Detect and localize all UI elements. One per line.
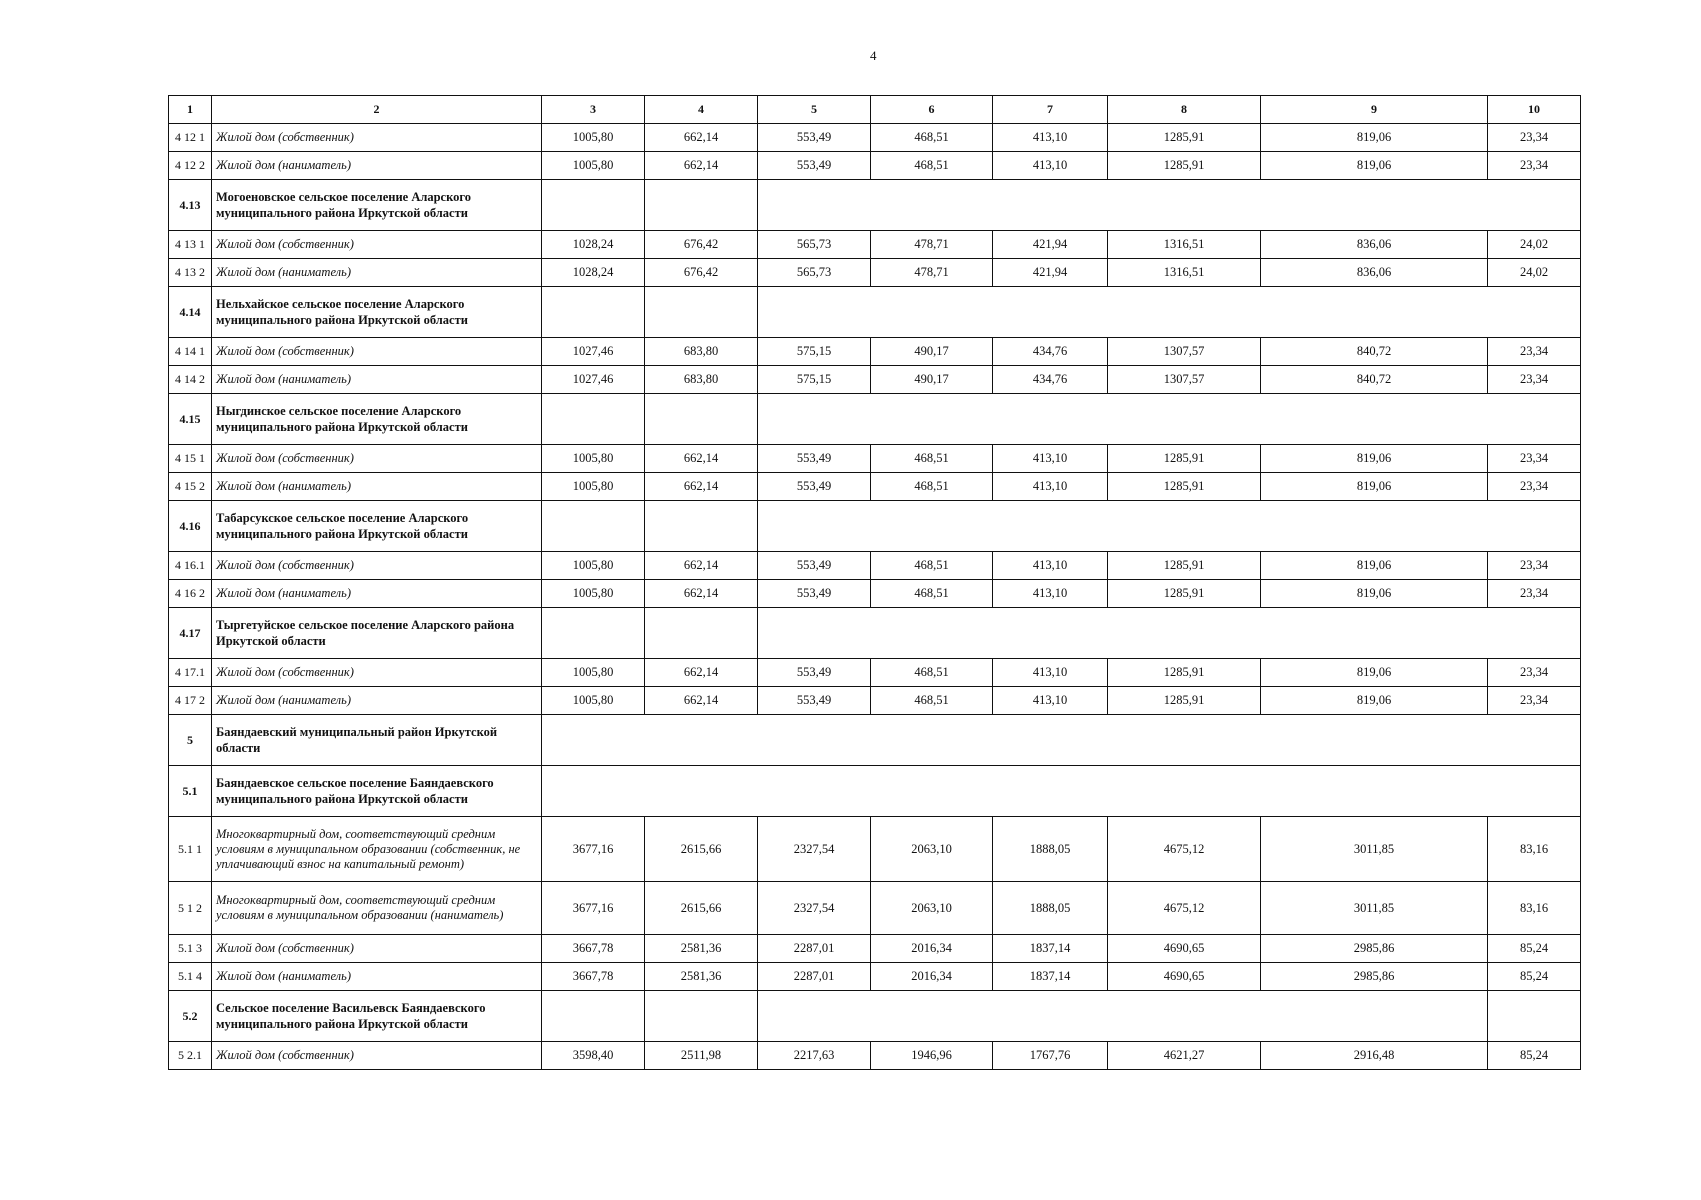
empty-cell — [1488, 991, 1581, 1042]
value-cell: 819,06 — [1261, 580, 1488, 608]
section-title: Баяндаевский муниципальный район Иркутской области — [212, 715, 542, 766]
value-cell: 1285,91 — [1108, 687, 1261, 715]
value-cell: 662,14 — [645, 124, 758, 152]
value-cell: 662,14 — [645, 659, 758, 687]
value-cell: 24,02 — [1488, 231, 1581, 259]
value-cell: 85,24 — [1488, 1042, 1581, 1070]
table-row — [169, 963, 1581, 991]
value-cell: 2985,86 — [1261, 935, 1488, 963]
value-cell: 1307,57 — [1108, 338, 1261, 366]
empty-cell — [645, 287, 758, 338]
row-label: Жилой дом (собственник) — [212, 935, 542, 963]
value-cell: 1316,51 — [1108, 259, 1261, 287]
value-cell: 468,51 — [871, 124, 993, 152]
value-cell: 413,10 — [993, 473, 1108, 501]
section-row — [169, 287, 1581, 338]
value-cell: 468,51 — [871, 580, 993, 608]
row-label: Жилой дом (собственник) — [212, 1042, 542, 1070]
value-cell: 1946,96 — [871, 1042, 993, 1070]
row-label: Многоквартирный дом, соответствующий средним условиям в муниципальном образовании (собственник, не уплачивающий взнос на капитальный ремонт) — [212, 817, 542, 882]
value-cell: 490,17 — [871, 338, 993, 366]
value-cell: 23,34 — [1488, 687, 1581, 715]
value-cell: 1027,46 — [542, 338, 645, 366]
value-cell: 1005,80 — [542, 659, 645, 687]
value-cell: 2063,10 — [871, 817, 993, 882]
value-cell: 1005,80 — [542, 124, 645, 152]
row-index: 4 13 2 — [169, 259, 212, 287]
value-cell: 1837,14 — [993, 963, 1108, 991]
value-cell: 413,10 — [993, 552, 1108, 580]
value-cell: 4690,65 — [1108, 935, 1261, 963]
value-cell: 2327,54 — [758, 817, 871, 882]
row-index: 4 15 2 — [169, 473, 212, 501]
value-cell: 1005,80 — [542, 687, 645, 715]
section-row — [169, 766, 1581, 817]
value-cell: 2016,34 — [871, 963, 993, 991]
value-cell: 553,49 — [758, 580, 871, 608]
value-cell: 1005,80 — [542, 552, 645, 580]
row-index: 4 16.1 — [169, 552, 212, 580]
header-cell: 7 — [993, 96, 1108, 124]
value-cell: 421,94 — [993, 259, 1108, 287]
value-cell: 2615,66 — [645, 882, 758, 935]
value-cell: 468,51 — [871, 473, 993, 501]
row-index: 5.1 1 — [169, 817, 212, 882]
row-label: Жилой дом (наниматель) — [212, 473, 542, 501]
table-row — [169, 366, 1581, 394]
table-row — [169, 817, 1581, 882]
value-cell: 2985,86 — [1261, 963, 1488, 991]
value-cell: 1888,05 — [993, 882, 1108, 935]
row-label: Жилой дом (собственник) — [212, 445, 542, 473]
value-cell: 1028,24 — [542, 231, 645, 259]
table-row — [169, 259, 1581, 287]
value-cell: 478,71 — [871, 259, 993, 287]
value-cell: 23,34 — [1488, 445, 1581, 473]
header-cell: 4 — [645, 96, 758, 124]
value-cell: 2327,54 — [758, 882, 871, 935]
empty-cell — [645, 394, 758, 445]
value-cell: 2287,01 — [758, 935, 871, 963]
header-cell: 5 — [758, 96, 871, 124]
empty-cell — [758, 180, 1581, 231]
value-cell: 1285,91 — [1108, 124, 1261, 152]
empty-cell — [542, 180, 645, 231]
section-row — [169, 501, 1581, 552]
value-cell: 490,17 — [871, 366, 993, 394]
section-index: 4.15 — [169, 394, 212, 445]
empty-cell — [645, 180, 758, 231]
table-row — [169, 687, 1581, 715]
row-label: Жилой дом (собственник) — [212, 338, 542, 366]
value-cell: 85,24 — [1488, 963, 1581, 991]
section-title: Тыргетуйское сельское поселение Аларского района Иркутской области — [212, 608, 542, 659]
empty-cell — [542, 991, 645, 1042]
value-cell: 662,14 — [645, 580, 758, 608]
value-cell: 468,51 — [871, 552, 993, 580]
section-index: 5.2 — [169, 991, 212, 1042]
row-index: 4 15 1 — [169, 445, 212, 473]
header-row — [169, 96, 1581, 124]
empty-cell — [542, 394, 645, 445]
empty-cell — [542, 501, 645, 552]
value-cell: 2581,36 — [645, 935, 758, 963]
value-cell: 1005,80 — [542, 580, 645, 608]
value-cell: 553,49 — [758, 473, 871, 501]
empty-cell — [758, 501, 1581, 552]
section-row — [169, 394, 1581, 445]
value-cell: 662,14 — [645, 552, 758, 580]
value-cell: 23,34 — [1488, 124, 1581, 152]
row-index: 4 12 1 — [169, 124, 212, 152]
row-label: Жилой дом (собственник) — [212, 231, 542, 259]
section-row — [169, 715, 1581, 766]
value-cell: 3667,78 — [542, 963, 645, 991]
value-cell: 819,06 — [1261, 445, 1488, 473]
value-cell: 662,14 — [645, 445, 758, 473]
row-label: Многоквартирный дом, соответствующий средним условиям в муниципальном образовании (наниматель) — [212, 882, 542, 935]
value-cell: 840,72 — [1261, 366, 1488, 394]
row-index: 5 1 2 — [169, 882, 212, 935]
section-title: Сельское поселение Васильевск Баяндаевского муниципального района Иркутской области — [212, 991, 542, 1042]
value-cell: 565,73 — [758, 231, 871, 259]
value-cell: 3677,16 — [542, 817, 645, 882]
value-cell: 413,10 — [993, 152, 1108, 180]
value-cell: 4621,27 — [1108, 1042, 1261, 1070]
value-cell: 836,06 — [1261, 259, 1488, 287]
value-cell: 553,49 — [758, 687, 871, 715]
value-cell: 662,14 — [645, 473, 758, 501]
row-index: 4 14 2 — [169, 366, 212, 394]
empty-cell — [758, 991, 1488, 1042]
value-cell: 23,34 — [1488, 152, 1581, 180]
value-cell: 2615,66 — [645, 817, 758, 882]
empty-cell — [542, 766, 1581, 817]
value-cell: 23,34 — [1488, 580, 1581, 608]
value-cell: 553,49 — [758, 445, 871, 473]
table-row — [169, 473, 1581, 501]
value-cell: 1285,91 — [1108, 552, 1261, 580]
value-cell: 468,51 — [871, 687, 993, 715]
table-row — [169, 338, 1581, 366]
section-index: 5 — [169, 715, 212, 766]
value-cell: 553,49 — [758, 124, 871, 152]
value-cell: 553,49 — [758, 552, 871, 580]
value-cell: 575,15 — [758, 338, 871, 366]
value-cell: 575,15 — [758, 366, 871, 394]
value-cell: 2511,98 — [645, 1042, 758, 1070]
row-label: Жилой дом (собственник) — [212, 659, 542, 687]
value-cell: 819,06 — [1261, 152, 1488, 180]
table-row — [169, 580, 1581, 608]
value-cell: 819,06 — [1261, 473, 1488, 501]
section-row — [169, 608, 1581, 659]
section-row — [169, 991, 1581, 1042]
value-cell: 1005,80 — [542, 445, 645, 473]
row-index: 4 13 1 — [169, 231, 212, 259]
value-cell: 3667,78 — [542, 935, 645, 963]
value-cell: 2916,48 — [1261, 1042, 1488, 1070]
value-cell: 662,14 — [645, 687, 758, 715]
table-row — [169, 124, 1581, 152]
value-cell: 676,42 — [645, 259, 758, 287]
section-title: Ныгдинское сельское поселение Аларского муниципального района Иркутской области — [212, 394, 542, 445]
value-cell: 2217,63 — [758, 1042, 871, 1070]
table-row — [169, 659, 1581, 687]
header-cell: 6 — [871, 96, 993, 124]
value-cell: 3011,85 — [1261, 817, 1488, 882]
table-row — [169, 552, 1581, 580]
table-row — [169, 935, 1581, 963]
empty-cell — [758, 608, 1581, 659]
row-label: Жилой дом (наниматель) — [212, 687, 542, 715]
row-index: 4 12 2 — [169, 152, 212, 180]
value-cell: 24,02 — [1488, 259, 1581, 287]
header-cell: 10 — [1488, 96, 1581, 124]
value-cell: 1285,91 — [1108, 580, 1261, 608]
row-index: 5.1 3 — [169, 935, 212, 963]
section-title: Нельхайское сельское поселение Аларского муниципального района Иркутской области — [212, 287, 542, 338]
empty-cell — [645, 501, 758, 552]
header-cell: 2 — [212, 96, 542, 124]
value-cell: 553,49 — [758, 152, 871, 180]
value-cell: 468,51 — [871, 445, 993, 473]
value-cell: 413,10 — [993, 124, 1108, 152]
value-cell: 565,73 — [758, 259, 871, 287]
page-number: 4 — [870, 48, 877, 63]
table-row — [169, 152, 1581, 180]
value-cell: 840,72 — [1261, 338, 1488, 366]
value-cell: 819,06 — [1261, 124, 1488, 152]
value-cell: 3598,40 — [542, 1042, 645, 1070]
header-cell: 8 — [1108, 96, 1261, 124]
empty-cell — [542, 608, 645, 659]
value-cell: 413,10 — [993, 580, 1108, 608]
value-cell: 3677,16 — [542, 882, 645, 935]
value-cell: 468,51 — [871, 152, 993, 180]
value-cell: 1285,91 — [1108, 445, 1261, 473]
empty-cell — [542, 715, 1581, 766]
value-cell: 1285,91 — [1108, 473, 1261, 501]
row-index: 4 14 1 — [169, 338, 212, 366]
section-index: 4.17 — [169, 608, 212, 659]
value-cell: 3011,85 — [1261, 882, 1488, 935]
row-label: Жилой дом (наниматель) — [212, 963, 542, 991]
row-label: Жилой дом (собственник) — [212, 124, 542, 152]
value-cell: 413,10 — [993, 659, 1108, 687]
value-cell: 23,34 — [1488, 338, 1581, 366]
value-cell: 4675,12 — [1108, 882, 1261, 935]
value-cell: 478,71 — [871, 231, 993, 259]
value-cell: 83,16 — [1488, 817, 1581, 882]
table-row — [169, 445, 1581, 473]
value-cell: 1285,91 — [1108, 659, 1261, 687]
value-cell: 2016,34 — [871, 935, 993, 963]
row-index: 4 16 2 — [169, 580, 212, 608]
value-cell: 413,10 — [993, 445, 1108, 473]
value-cell: 1005,80 — [542, 473, 645, 501]
value-cell: 4690,65 — [1108, 963, 1261, 991]
value-cell: 85,24 — [1488, 935, 1581, 963]
empty-cell — [645, 608, 758, 659]
value-cell: 1028,24 — [542, 259, 645, 287]
header-cell: 1 — [169, 96, 212, 124]
section-index: 5.1 — [169, 766, 212, 817]
value-cell: 413,10 — [993, 687, 1108, 715]
value-cell: 1837,14 — [993, 935, 1108, 963]
row-index: 4 17 2 — [169, 687, 212, 715]
empty-cell — [542, 287, 645, 338]
value-cell: 836,06 — [1261, 231, 1488, 259]
value-cell: 4675,12 — [1108, 817, 1261, 882]
value-cell: 434,76 — [993, 338, 1108, 366]
row-label: Жилой дом (наниматель) — [212, 366, 542, 394]
row-label: Жилой дом (наниматель) — [212, 152, 542, 180]
section-title: Могоеновское сельское поселение Аларского муниципального района Иркутской области — [212, 180, 542, 231]
row-label: Жилой дом (наниматель) — [212, 580, 542, 608]
row-index: 4 17.1 — [169, 659, 212, 687]
value-cell: 1027,46 — [542, 366, 645, 394]
section-title: Баяндаевское сельское поселение Баяндаевского муниципального района Иркутской области — [212, 766, 542, 817]
section-index: 4.13 — [169, 180, 212, 231]
empty-cell — [758, 394, 1581, 445]
section-title: Табарсукское сельское поселение Аларского муниципального района Иркутской области — [212, 501, 542, 552]
value-cell: 2063,10 — [871, 882, 993, 935]
value-cell: 1307,57 — [1108, 366, 1261, 394]
table-row — [169, 882, 1581, 935]
value-cell: 23,34 — [1488, 552, 1581, 580]
value-cell: 1316,51 — [1108, 231, 1261, 259]
value-cell: 819,06 — [1261, 659, 1488, 687]
section-row — [169, 180, 1581, 231]
value-cell: 468,51 — [871, 659, 993, 687]
value-cell: 553,49 — [758, 659, 871, 687]
value-cell: 1005,80 — [542, 152, 645, 180]
row-label: Жилой дом (наниматель) — [212, 259, 542, 287]
value-cell: 1285,91 — [1108, 152, 1261, 180]
table-row — [169, 1042, 1581, 1070]
value-cell: 2287,01 — [758, 963, 871, 991]
value-cell: 23,34 — [1488, 659, 1581, 687]
header-cell: 9 — [1261, 96, 1488, 124]
tariff-table — [168, 95, 1581, 1070]
value-cell: 2581,36 — [645, 963, 758, 991]
empty-cell — [645, 991, 758, 1042]
row-index: 5 2.1 — [169, 1042, 212, 1070]
row-label: Жилой дом (собственник) — [212, 552, 542, 580]
value-cell: 683,80 — [645, 338, 758, 366]
value-cell: 421,94 — [993, 231, 1108, 259]
section-index: 4.16 — [169, 501, 212, 552]
table-row — [169, 231, 1581, 259]
value-cell: 434,76 — [993, 366, 1108, 394]
value-cell: 676,42 — [645, 231, 758, 259]
value-cell: 683,80 — [645, 366, 758, 394]
empty-cell — [758, 287, 1581, 338]
value-cell: 662,14 — [645, 152, 758, 180]
value-cell: 819,06 — [1261, 552, 1488, 580]
row-index: 5.1 4 — [169, 963, 212, 991]
value-cell: 23,34 — [1488, 473, 1581, 501]
value-cell: 1767,76 — [993, 1042, 1108, 1070]
value-cell: 1888,05 — [993, 817, 1108, 882]
value-cell: 83,16 — [1488, 882, 1581, 935]
section-index: 4.14 — [169, 287, 212, 338]
header-cell: 3 — [542, 96, 645, 124]
value-cell: 23,34 — [1488, 366, 1581, 394]
value-cell: 819,06 — [1261, 687, 1488, 715]
